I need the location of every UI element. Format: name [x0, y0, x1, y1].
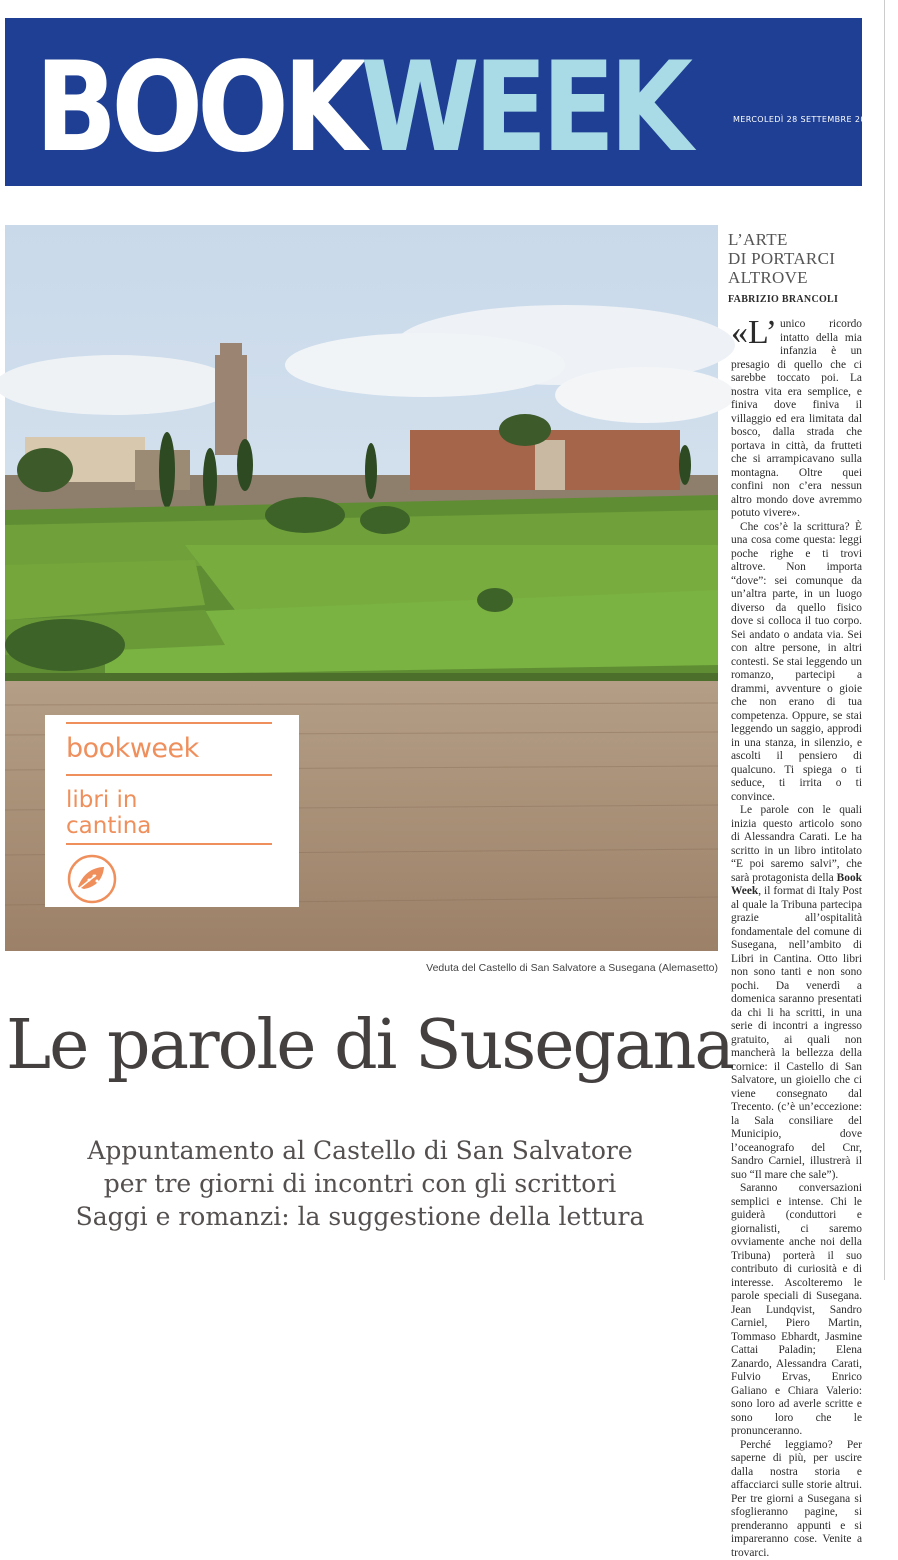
logo-divider: [66, 843, 272, 845]
brand-part-book: BOOK: [35, 36, 361, 180]
bold-text: Book Week: [731, 872, 862, 898]
paragraph-text: Le parole con le quali inizia questo articolo sono di Alessandra Carati. Le ha scritto in un libro intitolato “E poi saremo salvi”, che sarà protagonista della: [731, 804, 862, 884]
brand-logo: [35, 34, 687, 184]
column-title-line: ALTROVE: [728, 268, 868, 287]
photo-caption: Veduta del Castello di San Salvatore a Susegana (Alemasetto): [300, 962, 718, 974]
subtitle-line: Saggi e romanzi: la suggestione della lettura: [40, 1200, 680, 1233]
column-title-line: DI PORTARCI: [728, 249, 868, 268]
brand-part-week: WEEK: [361, 36, 687, 180]
article-title: Le parole di Susegana: [6, 998, 718, 1094]
paragraph: Perché leggiamo? Per saperne di più, per uscire dalla nostra storia e affacciarci sulle storie altrui. Per tre giorni a Susegana si sfoglieranno pagine, si prenderanno appunti e si impareranno cose. Venite a trovarci.: [731, 1439, 862, 1560]
logo-divider: [66, 722, 272, 724]
column-header: [728, 230, 868, 305]
logo-text-bookweek: bookweek: [66, 733, 199, 764]
paragraph-text: , il format di Italy Post al quale la Tribuna partecipa grazie all’ospitalità fondamentale del comune di Susegana, nell’ambito di Libri in Cantina. Otto libri non sono tanti e non sono pochi. Da venerdì a domenica saranno presentati da chi li ha scritti, in una serie di incontri a ingresso gratuito, ai quali non mancherà la bellezza della cornice: il Castello di San Salvatore, un gioiello che ci viene consegnato dal Trecento. (c’è un’eccezione: la Sala consiliare del Municipio, dove l’oceanografo del Cnr, Sandro Carniel, illustrerà il suo “Il mare che sale”).: [731, 885, 862, 1181]
paragraph: [731, 804, 862, 1182]
dropcap: «L’: [731, 318, 780, 348]
subtitle-line: per tre giorni di incontri con gli scrittori: [40, 1167, 680, 1200]
column-body: [731, 318, 862, 1280]
column-title: [728, 230, 868, 287]
article-subtitle: [40, 1134, 680, 1233]
paragraph: [731, 318, 862, 521]
issue-date: MERCOLEDÌ 28 SETTEMBRE 2022: [733, 115, 877, 124]
logo-divider: [66, 774, 272, 776]
grape-leaf-icon: [66, 853, 118, 905]
logo-text-line: cantina: [66, 813, 151, 839]
paragraph-text: unico ricordo intatto della mia infanzia è un presagio di quello che ci sarebbe toccato poi. La nostra vita era semplice, e finiva dove finiva il villaggio ed era limitata dal bosco, dalla strada che portava in città, da frutteti che si arrampicavano sulla montagna. Oltre quei confini non c’era nessun altro mondo dove avremmo potuto vivere».: [731, 318, 862, 519]
bookweek-libri-in-cantina-logo: [45, 715, 299, 907]
logo-text-libri-in-cantina: [66, 787, 151, 839]
column-title-line: L’ARTE: [728, 230, 868, 249]
paragraph: Che cos’è la scrittura? È una cosa come questa: leggi poche righe e ti trovi altrove. Non importa “dove”: sei comunque da un’altra parte, in un luogo diverso da quello fisico dove si colloca il tuo corpo. Sei andato o andata via. Sei con altre persone, in altri contesti. Se stai leggendo un romanzo, partecipi a drammi, avventure o gioie che non erano di tua competenza. Oppure, se stai leggendo un saggio, approdi in una stanza, in silenzio, e ascolti il pensiero di qualcuno. Ti spiega o ti seduce, ti irrita o ti convince.: [731, 521, 862, 805]
subtitle-line: Appuntamento al Castello di San Salvatore: [40, 1134, 680, 1167]
logo-text-line: libri in: [66, 787, 151, 813]
paragraph: Saranno conversazioni semplici e intense. Chi le guiderà (conduttori e giornalisti, ci saremo ovviamente anche noi della Tribuna) porterà il suo contributo di curiosità e di interesse. Ascolteremo le parole speciali di Susegana. Jean Lundqvist, Sandro Carniel, Piero Martin, Tommaso Ebhardt, Jasmine Cattai Paladin; Elena Zanardo, Alessandra Carati, Fulvio Ervas, Enrico Galiano e Chiara Valerio: sono loro ad averle scritte e sono loro che le pronunceranno.: [731, 1182, 862, 1439]
masthead: [5, 18, 862, 186]
page-edge-rule: [884, 0, 885, 1280]
column-author: FABRIZIO BRANCOLI: [728, 294, 868, 305]
